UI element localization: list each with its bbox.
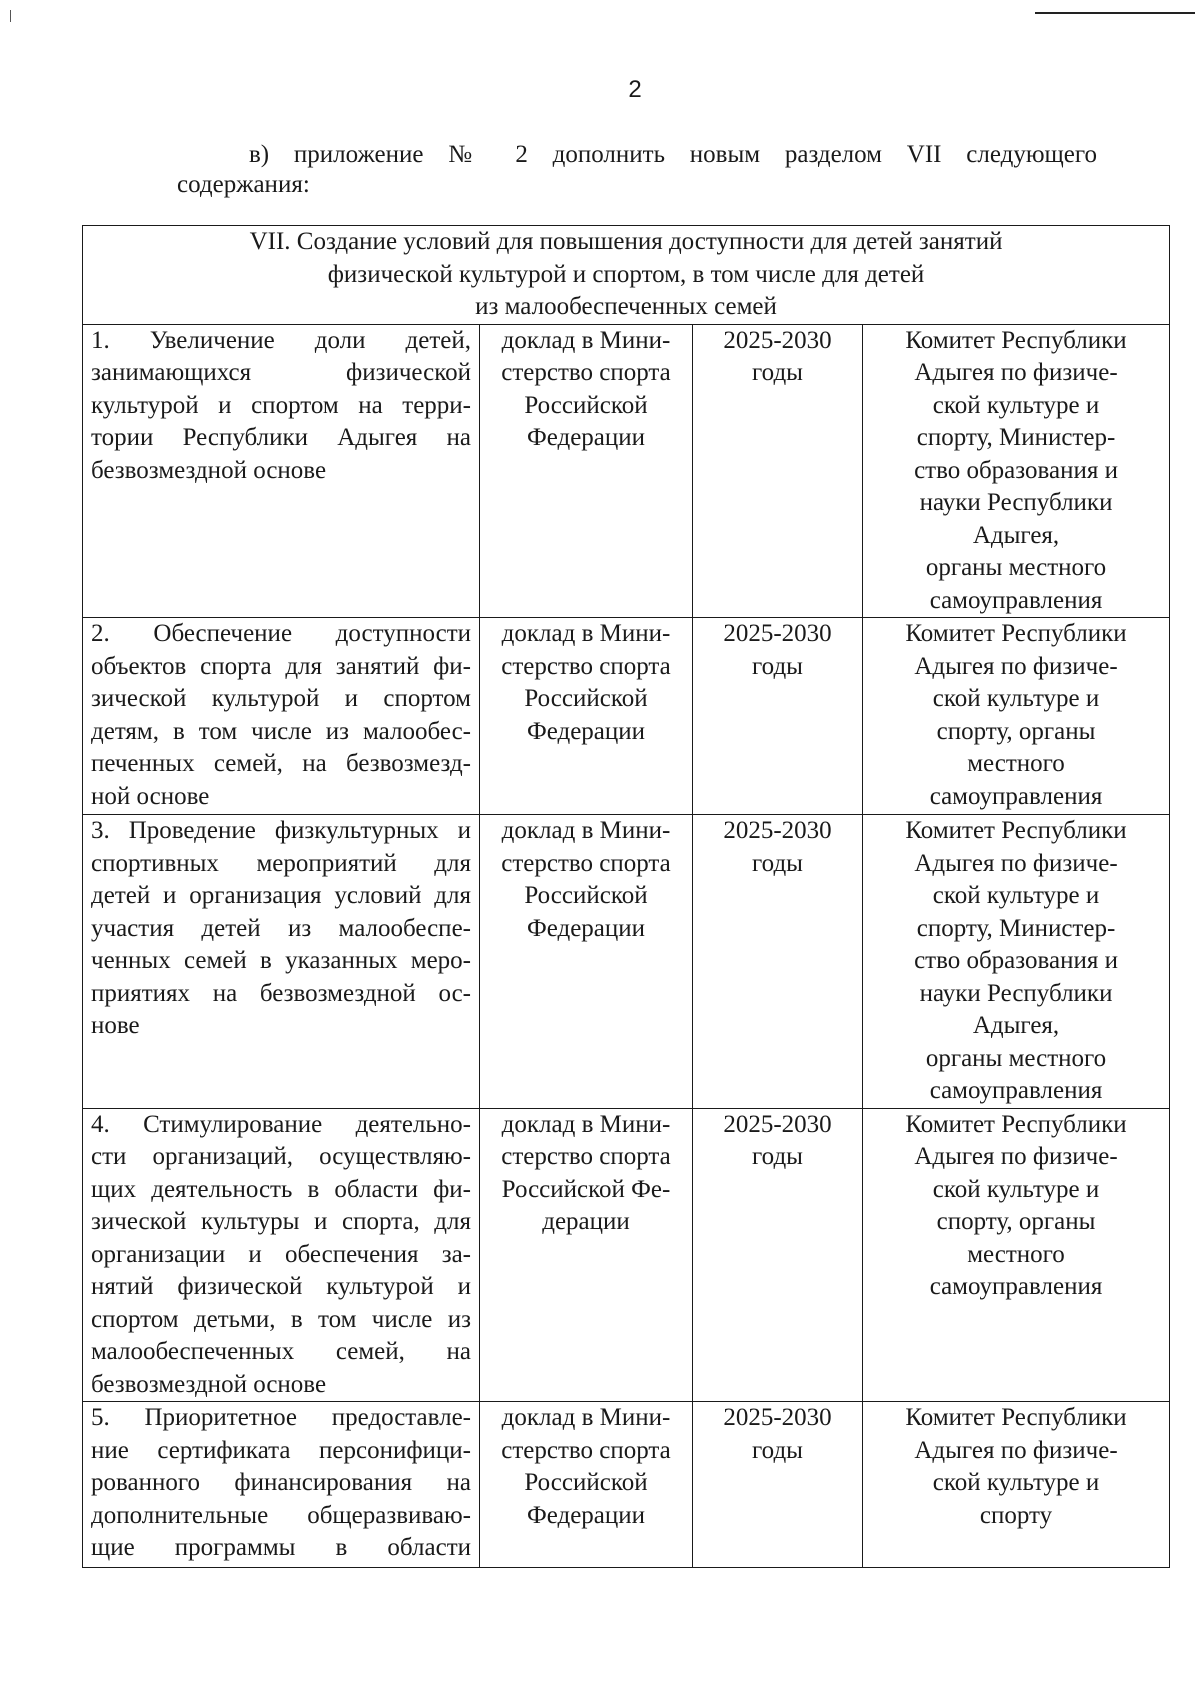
text-line: 4. Стимулирование деятельно- (91, 1110, 471, 1138)
text-line: безвозмездной основе (91, 1370, 327, 1398)
text-line: 1. Увеличение доли детей, (91, 326, 471, 354)
result-cell (480, 618, 693, 815)
intro-paragraph (177, 140, 1097, 200)
text-line: Адыгея, (972, 1012, 1060, 1039)
text-line: науки Республики (919, 979, 1113, 1007)
text-line: Адыгея по физиче- (914, 359, 1118, 386)
text-line: стерство спорта (501, 359, 671, 386)
table-row (83, 1108, 1170, 1402)
text-line: местного (967, 750, 1065, 777)
text-line: ной основе (91, 782, 210, 810)
text-line: доклад в Мини- (501, 620, 671, 647)
measure-cell (83, 618, 480, 815)
text-line: Федерации (526, 914, 646, 942)
text-line: спорту, органы (936, 1208, 1096, 1235)
text-line: органы местного (925, 554, 1107, 581)
text-line: стерство спорта (501, 1143, 671, 1170)
text-line: ской культуре и (932, 1469, 1100, 1496)
result-cell (480, 324, 693, 618)
text-line: спортивных мероприятий для (91, 849, 471, 877)
text-line: организации и обеспечения за- (91, 1240, 471, 1268)
section-title-line: физической культурой и спортом, в том числе для детей (327, 260, 925, 288)
text-line: самоуправления (929, 586, 1103, 614)
text-line: ство образования и (914, 947, 1118, 974)
text-line: печенных семей, на безвозмезд- (91, 750, 471, 777)
text-line: годы (752, 359, 803, 386)
text-line: годы (752, 652, 803, 680)
result-cell (480, 1402, 693, 1568)
intro-line: содержания: (177, 171, 310, 198)
text-line: местного (967, 1240, 1065, 1268)
text-line: стерство спорта (501, 1436, 671, 1464)
text-line: стерство спорта (501, 652, 671, 680)
text-line: спортом детьми, в том числе из (91, 1305, 471, 1333)
responsible-cell (863, 1108, 1170, 1402)
text-line: Российской (524, 1469, 648, 1496)
text-line: Федерации (526, 717, 646, 745)
text-line: объектов спорта для занятий фи- (91, 652, 471, 680)
measure-cell (83, 815, 480, 1109)
text-line: 5. Приоритетное предоставле- (91, 1404, 471, 1431)
text-line: годы (752, 849, 803, 877)
measures-table (82, 225, 1170, 1568)
table-row (83, 1402, 1170, 1568)
text-line: годы (752, 1436, 803, 1464)
text-line: дерации (542, 1208, 630, 1235)
text-line: Комитет Республики (905, 1404, 1127, 1431)
text-line: рованного финансирования на (91, 1469, 471, 1496)
text-line: спорту (979, 1501, 1053, 1529)
text-line: сти организаций, осуществляю- (91, 1143, 471, 1170)
section-title (83, 226, 1170, 325)
period-cell (693, 618, 863, 815)
text-line: Комитет Республики (905, 326, 1127, 354)
responsible-cell (863, 815, 1170, 1109)
section-title-line: из малообеспеченных семей (475, 293, 777, 320)
text-line: самоуправления (929, 1077, 1103, 1104)
text-line: Комитет Республики (905, 817, 1127, 844)
text-line: приятиях на безвозмездной ос- (91, 979, 471, 1007)
text-line: Российской (524, 882, 648, 909)
text-line: ской культуре и (932, 1175, 1100, 1203)
text-line: безвозмездной основе (91, 456, 327, 484)
text-line: самоуправления (929, 782, 1103, 810)
text-line: спорту, Министер- (916, 914, 1116, 942)
text-line: спорту, Министер- (916, 424, 1116, 451)
scan-artifact-line (1035, 12, 1195, 14)
text-line: 3. Проведение физкультурных и (91, 817, 471, 844)
page-number: 2 (628, 76, 642, 103)
text-line: Адыгея по физиче- (914, 652, 1118, 680)
section-header-row (83, 226, 1170, 325)
text-line: 2025-2030 (723, 326, 832, 354)
text-line: зической культурой и спортом (91, 685, 471, 712)
table-row (83, 324, 1170, 618)
text-line: нове (91, 1012, 140, 1039)
text-line: детям, в том числе из малообес- (91, 717, 471, 745)
text-line: ской культуре и (932, 391, 1100, 419)
table-row (83, 815, 1170, 1109)
period-cell (693, 815, 863, 1109)
text-line: детей и организация условий для (91, 882, 471, 909)
text-line: дополнительные общеразвиваю- (91, 1501, 471, 1529)
section-title-line: VII. Создание условий для повышения доступности для детей занятий (249, 228, 1003, 255)
result-cell (480, 815, 693, 1109)
text-line: Комитет Республики (905, 1110, 1127, 1138)
text-line: науки Республики (919, 489, 1113, 516)
text-line: ченных семей в указанных меро- (91, 947, 471, 974)
text-line: культурой и спортом на терри- (91, 391, 471, 419)
text-line: тории Республики Адыгея на (91, 424, 471, 451)
text-line: нятий физической культурой и (91, 1273, 471, 1300)
text-line: доклад в Мини- (501, 1404, 671, 1431)
text-line: Комитет Республики (905, 620, 1127, 647)
text-line: доклад в Мини- (501, 326, 671, 354)
text-line: 2025-2030 (723, 620, 832, 647)
text-line: спорту, органы (936, 717, 1096, 745)
text-line: занимающихся физической (91, 359, 471, 386)
text-line: Адыгея по физиче- (914, 849, 1118, 877)
responsible-cell (863, 618, 1170, 815)
text-line: 2025-2030 (723, 1404, 832, 1431)
text-line: Адыгея по физиче- (914, 1143, 1118, 1170)
text-line: ской культуре и (932, 685, 1100, 712)
responsible-cell (863, 1402, 1170, 1568)
measure-cell (83, 1108, 480, 1402)
scan-artifact-tick (10, 10, 11, 22)
text-line: 2025-2030 (723, 1110, 832, 1138)
text-line: доклад в Мини- (501, 1110, 671, 1138)
text-line: годы (752, 1143, 803, 1170)
responsible-cell (863, 324, 1170, 618)
measure-cell (83, 324, 480, 618)
text-line: Федерации (526, 1501, 646, 1529)
result-cell (480, 1108, 693, 1402)
text-line: 2025-2030 (723, 817, 832, 844)
measure-cell (83, 1402, 480, 1568)
text-line: самоуправления (929, 1273, 1103, 1300)
intro-line: в) приложение № 2 дополнить новым разделом VII следующего (249, 141, 1097, 168)
text-line: Адыгея, (972, 521, 1060, 549)
text-line: щих деятельность в области фи- (91, 1175, 471, 1203)
text-line: Российской (524, 685, 648, 712)
text-line: доклад в Мини- (501, 817, 671, 844)
period-cell (693, 324, 863, 618)
text-line: ние сертификата персонифици- (91, 1436, 471, 1464)
text-line: Федерации (526, 424, 646, 451)
text-line: малообеспеченных семей, на (91, 1338, 471, 1365)
text-line: Российской Фе- (501, 1175, 671, 1203)
text-line: щие программы в области (91, 1534, 471, 1561)
text-line: зической культуры и спорта, для (91, 1208, 471, 1235)
table-row (83, 618, 1170, 815)
text-line: ской культуре и (932, 882, 1100, 909)
text-line: Российской (524, 391, 648, 419)
text-line: стерство спорта (501, 849, 671, 877)
text-line: Адыгея по физиче- (914, 1436, 1118, 1464)
text-line: органы местного (925, 1044, 1107, 1072)
text-line: 2. Обеспечение доступности (91, 620, 471, 647)
period-cell (693, 1402, 863, 1568)
period-cell (693, 1108, 863, 1402)
text-line: участия детей из малообеспе- (91, 914, 471, 942)
text-line: ство образования и (914, 456, 1118, 484)
